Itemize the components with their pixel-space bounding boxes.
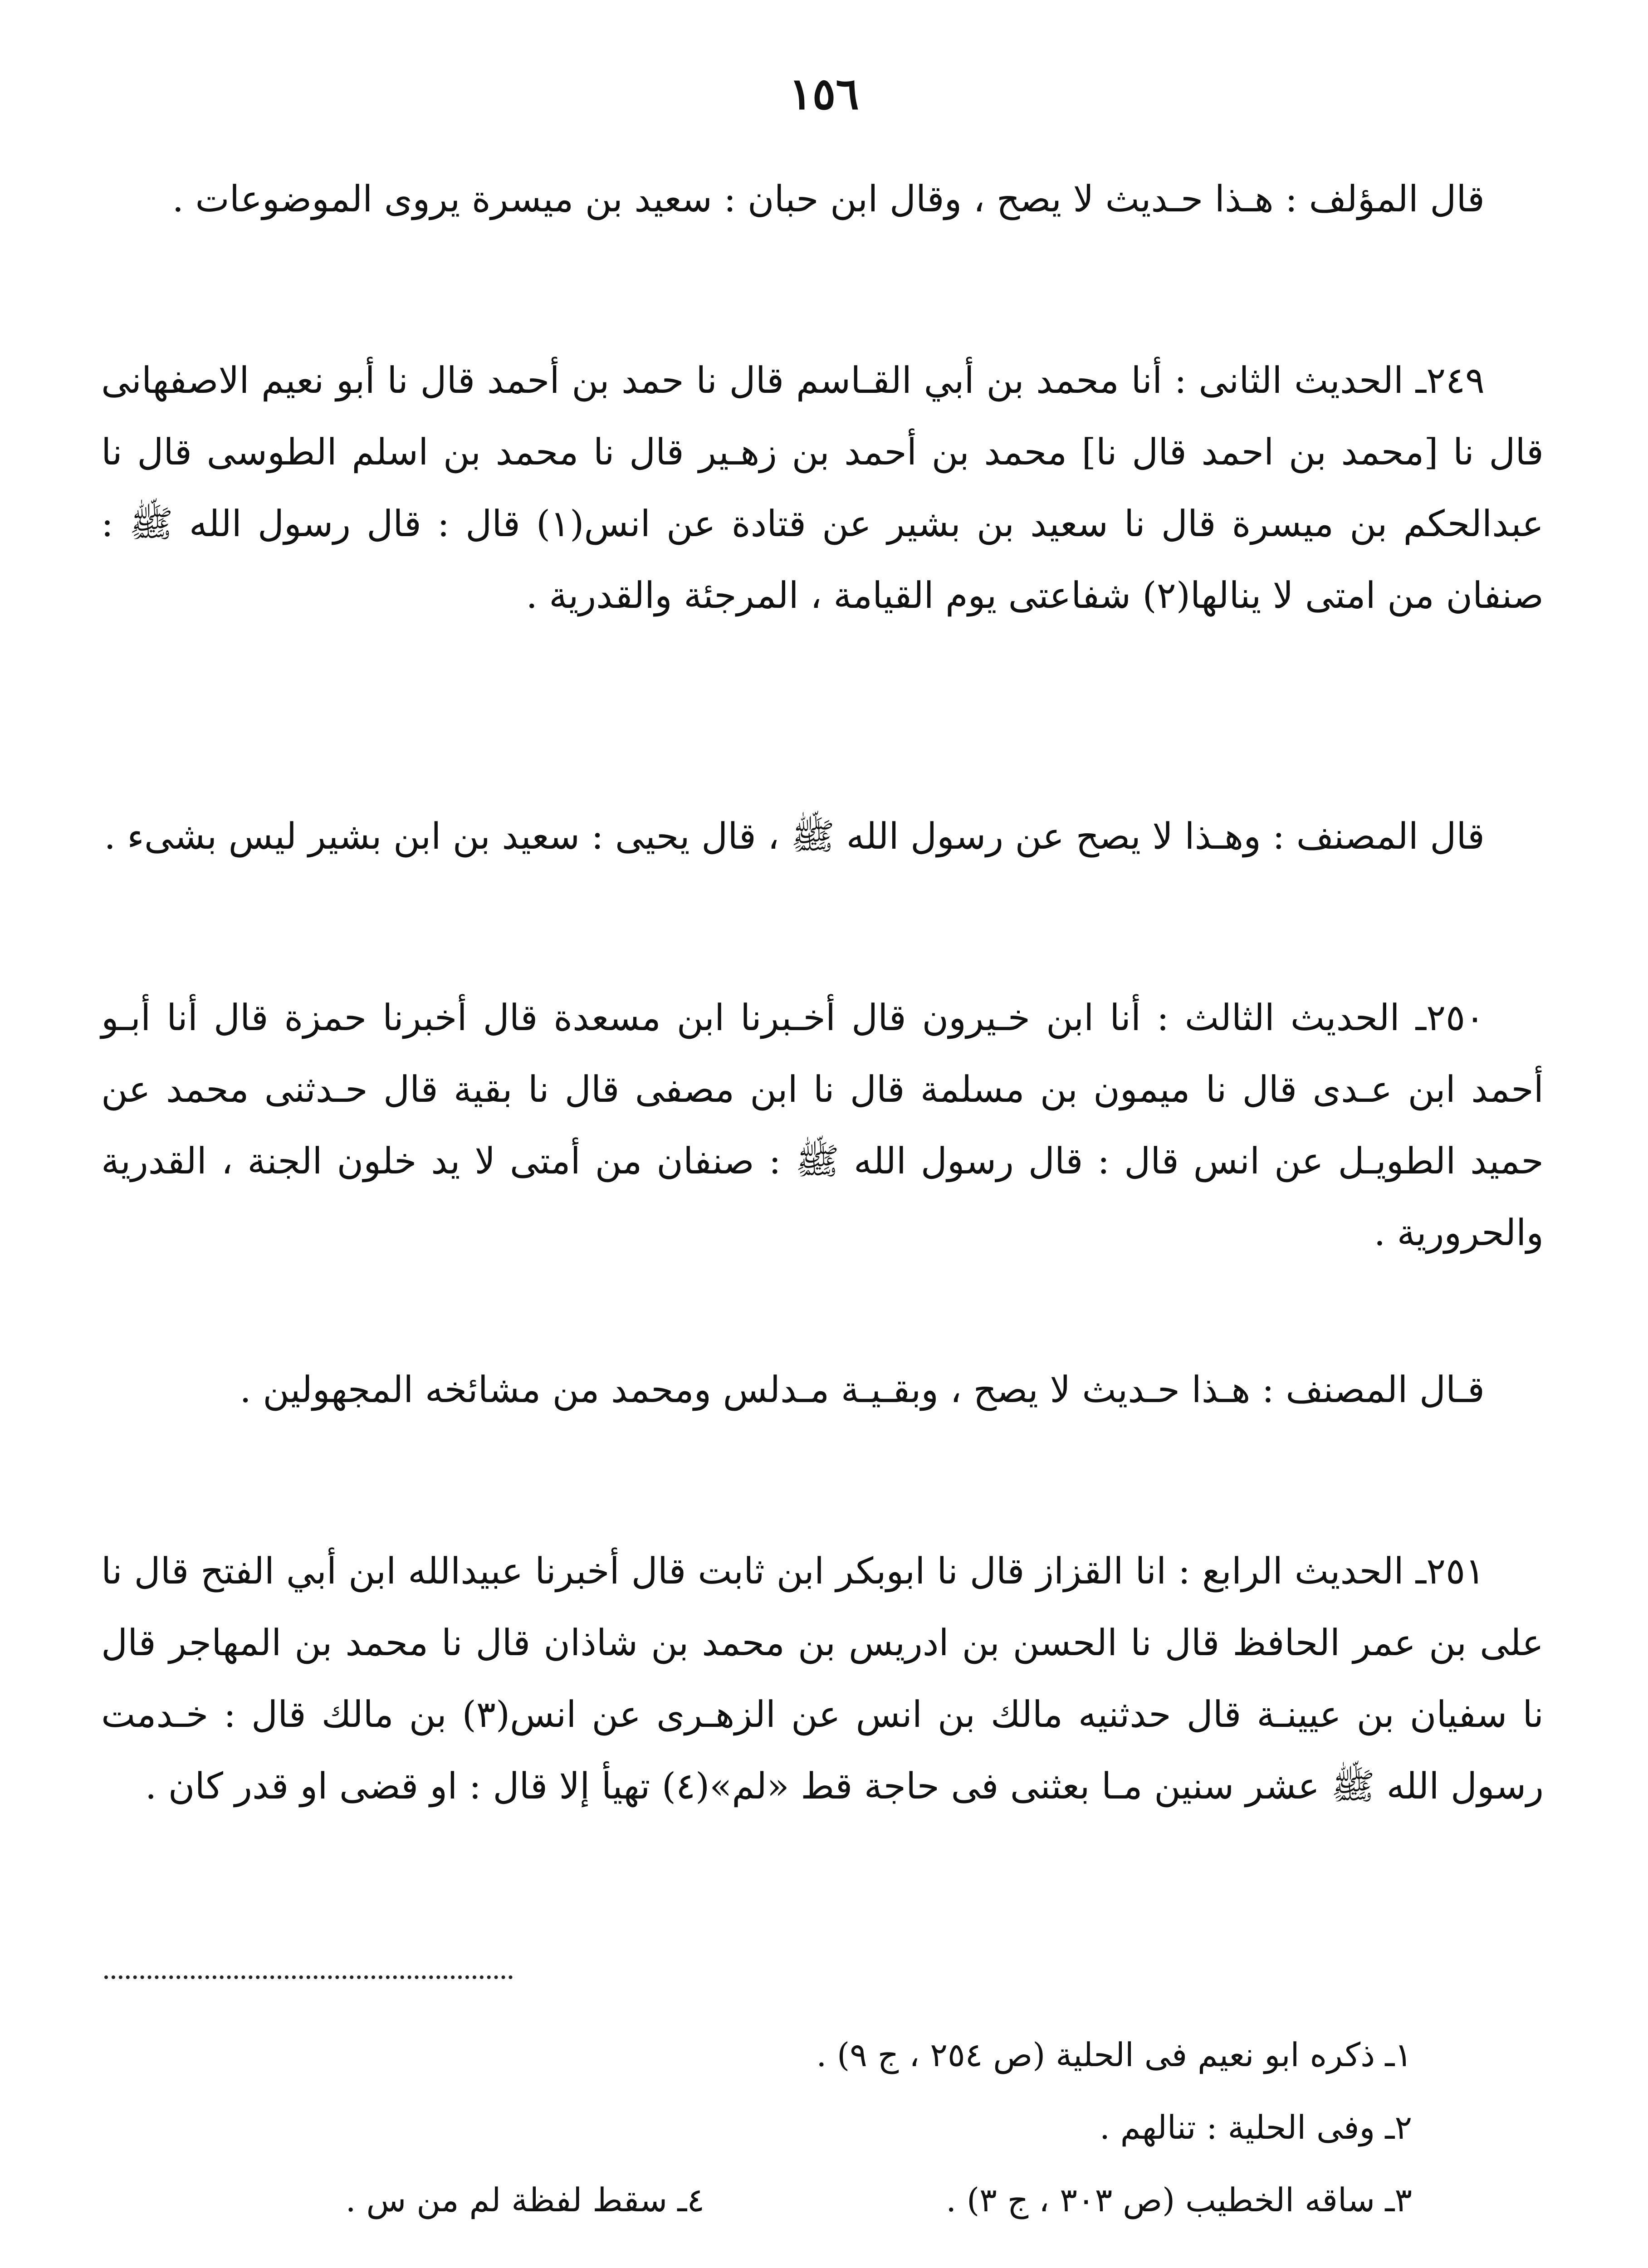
footnote-divider bbox=[104, 1975, 513, 1979]
paragraph-text: قـال المصنف : هـذا حـديث لا يصح ، وبقـيـة مـدلس ومحمد من مشائخه المجهولين . bbox=[240, 1369, 1485, 1411]
footnote-3 bbox=[946, 2177, 1412, 2223]
paragraph-hadith-251 bbox=[101, 1535, 1544, 1822]
footnote-2 bbox=[1100, 2105, 1412, 2150]
paragraph-hadith-249 bbox=[101, 345, 1544, 631]
paragraph-commentary-baqiyya bbox=[101, 1354, 1544, 1426]
paragraph-text: قال المصنف : وهـذا لا يصح عن رسول الله ﷺ ، قال يحيى : سعيد بن ابن بشير ليس بشىء . bbox=[104, 815, 1485, 857]
paragraph-text: ٢٥١ـ الحديث الرابع : انا القزاز قال نا ابوبكر ابن ثابت قال أخبرنا عبيدالله ابن أبي الفتح قال نا على بن عمر الحافظ قال نا الحسن بن ادريس بن محمد بن شاذان قال نا محمد بن المهاجر قال نا سفيان بن عيينـة قال حدثنيه مالك بن انس عن الزهـرى عن انس(٣) بن مالك قال : خـدمت رسول الله ﷺ عشر سنين مـا بعثنى فى حاجة قط «لم»(٤) تهيأ إلا قال : او قضى او قدر كان . bbox=[101, 1550, 1544, 1807]
footnote-text: وفى الحلية : تنالهم . bbox=[1100, 2108, 1375, 2146]
footnote-number: ٤ـ bbox=[677, 2181, 704, 2219]
footnote-4 bbox=[346, 2177, 704, 2223]
paragraph-text: قال المؤلف : هـذا حـديث لا يصح ، وقال ابن حبان : سعيد بن ميسرة يروى الموضوعات . bbox=[172, 178, 1485, 220]
footnote-text: ساقه الخطيب (ص ٣٠٣ ، ج ٣) . bbox=[946, 2181, 1375, 2219]
footnote-number: ١ـ bbox=[1385, 2036, 1412, 2074]
paragraph-hadith-250 bbox=[101, 982, 1544, 1269]
footnote-1 bbox=[816, 2032, 1412, 2077]
footnote-number: ٢ـ bbox=[1385, 2108, 1412, 2146]
paragraph-commentary-ibn-hibban bbox=[101, 163, 1544, 235]
paragraph-text: ٢٤٩ـ الحديث الثانى : أنا محمد بن أبي القـاسم قال نا حمد بن أحمد قال نا أبو نعيم الاصفهانى قال نا [محمد بن احمد قال نا] محمد بن أحمد بن زهـير قال نا محمد بن اسلم الطوسى قال نا عبدالحكم بن ميسرة قال نا سعيد بن بشير عن قتادة عن انس(١) قال : قال رسول الله ﷺ : صنفان من امتى لا ينالها(٢) شفاعتى يوم القيامة ، المرجئة والقدرية . bbox=[101, 359, 1544, 616]
page-number: ١٥٦ bbox=[789, 68, 859, 119]
footnote-text: ذكره ابو نعيم فى الحلية (ص ٢٥٤ ، ج ٩) . bbox=[816, 2036, 1375, 2074]
footnote-text: سقط لفظة لم من س . bbox=[345, 2181, 668, 2219]
paragraph-text: ٢٥٠ـ الحديث الثالث : أنا ابن خـيرون قال أخـبرنا ابن مسعدة قال أخبرنا حمزة قال أنا أبـو أحمد ابن عـدى قال نا ميمون بن مسلمة قال نا ابن مصفى قال نا بقية قال حـدثنى محمد عن حميد الطويـل عن انس قال : قال رسول الله ﷺ : صنفان من أمتى لا يد خلون الجنة ، القدرية والحرورية . bbox=[101, 997, 1544, 1254]
paragraph-commentary-yahya bbox=[101, 801, 1544, 872]
footnote-number: ٣ـ bbox=[1385, 2181, 1412, 2219]
